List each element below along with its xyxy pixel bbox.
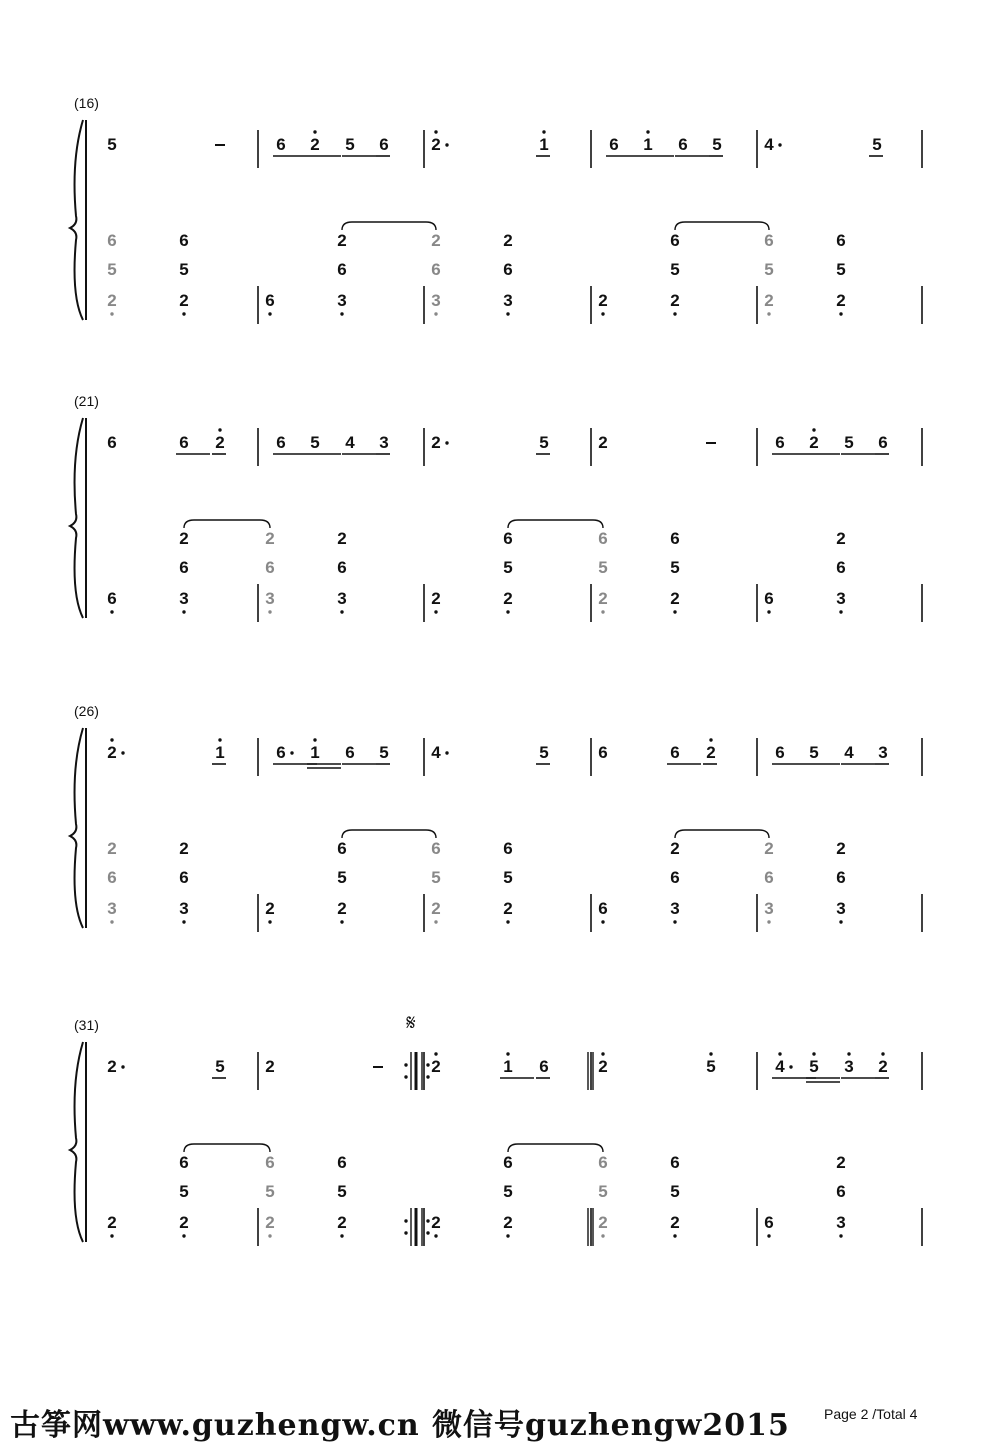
bass-note: 5 bbox=[670, 558, 680, 577]
melody-note: 1 bbox=[643, 135, 653, 154]
octave-dot-low bbox=[839, 920, 842, 923]
bass-note: 6 bbox=[670, 529, 680, 548]
bass-note: 3 bbox=[179, 899, 189, 918]
octave-dot-high bbox=[434, 1052, 437, 1055]
bass-note: 6 bbox=[764, 1213, 774, 1232]
octave-dot-high bbox=[218, 428, 221, 431]
bass-note: 2 bbox=[670, 1213, 680, 1232]
bass-note: 2 bbox=[107, 839, 117, 858]
melody-note: 5 bbox=[706, 1057, 716, 1076]
octave-dot-high bbox=[542, 130, 545, 133]
bass-note: 2 bbox=[670, 589, 680, 608]
bass-note: 6 bbox=[337, 1153, 347, 1172]
octave-dot-low bbox=[268, 312, 271, 315]
augmentation-dot bbox=[290, 751, 293, 754]
melody-note: 4 bbox=[345, 433, 355, 452]
octave-dot-low bbox=[506, 1234, 509, 1237]
octave-dot-low bbox=[434, 1234, 437, 1237]
octave-dot-low bbox=[767, 312, 770, 315]
melody-note: 2 bbox=[107, 743, 117, 762]
bass-note: 6 bbox=[179, 1153, 189, 1172]
bass-note: 5 bbox=[107, 260, 117, 279]
bass-note: 2 bbox=[179, 291, 189, 310]
octave-dot-low bbox=[767, 920, 770, 923]
bass-note: 5 bbox=[598, 558, 608, 577]
system-brace bbox=[70, 1042, 83, 1242]
octave-dot-low bbox=[673, 1234, 676, 1237]
bass-note: 3 bbox=[179, 589, 189, 608]
bass-note: 2 bbox=[836, 291, 846, 310]
octave-dot-low bbox=[601, 312, 604, 315]
octave-dot-high bbox=[506, 1052, 509, 1055]
melody-note: 1 bbox=[503, 1057, 513, 1076]
octave-dot-high bbox=[646, 130, 649, 133]
octave-dot-low bbox=[340, 920, 343, 923]
repeat-dot bbox=[404, 1063, 407, 1066]
augmentation-dot bbox=[445, 751, 448, 754]
tie-arc bbox=[508, 520, 603, 528]
melody-note: 5 bbox=[809, 1057, 819, 1076]
melody-note: 4 bbox=[764, 135, 774, 154]
octave-dot-low bbox=[182, 1234, 185, 1237]
bass-note: 6 bbox=[265, 291, 275, 310]
tie-arc bbox=[342, 222, 436, 230]
bass-note: 6 bbox=[503, 260, 513, 279]
melody-note: 2 bbox=[215, 433, 225, 452]
bass-note: 6 bbox=[670, 868, 680, 887]
melody-note: 2 bbox=[809, 433, 819, 452]
bass-note: 6 bbox=[764, 231, 774, 250]
melody-note: 2 bbox=[431, 1057, 441, 1076]
bass-note: 2 bbox=[107, 291, 117, 310]
octave-dot-high bbox=[434, 130, 437, 133]
repeat-dot bbox=[404, 1231, 407, 1234]
melody-note: 6 bbox=[276, 433, 286, 452]
bass-note: 6 bbox=[431, 839, 441, 858]
melody-note: 2 bbox=[431, 433, 441, 452]
tie-arc bbox=[342, 830, 436, 838]
melody-note: 2 bbox=[878, 1057, 888, 1076]
octave-dot-low bbox=[434, 920, 437, 923]
octave-dot-low bbox=[673, 920, 676, 923]
melody-note: 6 bbox=[678, 135, 688, 154]
octave-dot-low bbox=[601, 1234, 604, 1237]
bass-note: 3 bbox=[764, 899, 774, 918]
bass-note: 6 bbox=[337, 839, 347, 858]
bass-note: 2 bbox=[598, 291, 608, 310]
bass-note: 2 bbox=[503, 231, 513, 250]
bass-note: 5 bbox=[503, 558, 513, 577]
melody-note: 6 bbox=[379, 135, 389, 154]
melody-note: 2 bbox=[598, 1057, 608, 1076]
melody-note: 6 bbox=[775, 433, 785, 452]
bass-note: 2 bbox=[337, 1213, 347, 1232]
bass-note: 2 bbox=[764, 291, 774, 310]
bass-note: 5 bbox=[337, 1182, 347, 1201]
repeat-dot bbox=[404, 1075, 407, 1078]
measure-number: (21) bbox=[74, 393, 99, 409]
octave-dot-low bbox=[839, 312, 842, 315]
bass-note: 2 bbox=[836, 839, 846, 858]
bass-note: 5 bbox=[670, 1182, 680, 1201]
bass-note: 2 bbox=[670, 839, 680, 858]
bass-note: 2 bbox=[431, 899, 441, 918]
octave-dot-low bbox=[673, 312, 676, 315]
bass-note: 6 bbox=[179, 231, 189, 250]
tie-arc bbox=[675, 830, 769, 838]
bass-note: 3 bbox=[836, 589, 846, 608]
augmentation-dot bbox=[445, 143, 448, 146]
bass-note: 6 bbox=[836, 868, 846, 887]
tie-arc bbox=[184, 1144, 270, 1152]
melody-note: 4 bbox=[775, 1057, 785, 1076]
bass-note: 2 bbox=[179, 1213, 189, 1232]
bass-note: 6 bbox=[107, 589, 117, 608]
bass-note: 2 bbox=[503, 899, 513, 918]
melody-note: 4 bbox=[844, 743, 854, 762]
bass-note: 6 bbox=[598, 899, 608, 918]
melody-note: 2 bbox=[431, 135, 441, 154]
octave-dot-low bbox=[110, 1234, 113, 1237]
melody-note: 5 bbox=[844, 433, 854, 452]
octave-dot-high bbox=[313, 738, 316, 741]
melody-note: 5 bbox=[107, 135, 117, 154]
octave-dot-low bbox=[182, 920, 185, 923]
bass-note: 2 bbox=[670, 291, 680, 310]
melody-note: 6 bbox=[179, 433, 189, 452]
bass-note: 6 bbox=[337, 260, 347, 279]
bass-note: 2 bbox=[107, 1213, 117, 1232]
octave-dot-high bbox=[709, 738, 712, 741]
melody-note: 5 bbox=[712, 135, 722, 154]
bass-note: 2 bbox=[337, 899, 347, 918]
melody-note: 2 bbox=[310, 135, 320, 154]
page-indicator: Page 2 /Total 4 bbox=[824, 1406, 918, 1422]
octave-dot-low bbox=[506, 920, 509, 923]
octave-dot-low bbox=[673, 610, 676, 613]
melody-note: 1 bbox=[539, 135, 549, 154]
melody-note: 6 bbox=[609, 135, 619, 154]
bass-note: 6 bbox=[670, 231, 680, 250]
melody-note: 6 bbox=[775, 743, 785, 762]
bass-note: 6 bbox=[503, 529, 513, 548]
melody-note: 1 bbox=[215, 743, 225, 762]
bass-note: 5 bbox=[337, 868, 347, 887]
bass-note: 5 bbox=[431, 868, 441, 887]
bass-note: 2 bbox=[265, 1213, 275, 1232]
bass-note: 6 bbox=[836, 558, 846, 577]
bass-note: 2 bbox=[265, 899, 275, 918]
melody-note: 5 bbox=[379, 743, 389, 762]
melody-note: 2 bbox=[706, 743, 716, 762]
bass-note: 6 bbox=[670, 1153, 680, 1172]
bass-note: 6 bbox=[179, 558, 189, 577]
repeat-dot bbox=[426, 1219, 429, 1222]
melody-note: 5 bbox=[539, 433, 549, 452]
melody-note: 3 bbox=[844, 1057, 854, 1076]
measure-number: (31) bbox=[74, 1017, 99, 1033]
bass-note: 5 bbox=[503, 1182, 513, 1201]
octave-dot-low bbox=[434, 610, 437, 613]
bass-note: 3 bbox=[431, 291, 441, 310]
melody-note: 6 bbox=[276, 743, 286, 762]
bass-note: 2 bbox=[265, 529, 275, 548]
melody-note: 4 bbox=[431, 743, 441, 762]
octave-dot-low bbox=[767, 610, 770, 613]
octave-dot-high bbox=[812, 428, 815, 431]
octave-dot-low bbox=[601, 920, 604, 923]
bass-note: 5 bbox=[836, 260, 846, 279]
bass-note: 5 bbox=[265, 1182, 275, 1201]
segno-symbol: 𝄋 bbox=[406, 1011, 416, 1036]
bass-note: 2 bbox=[503, 1213, 513, 1232]
melody-note: 6 bbox=[345, 743, 355, 762]
melody-note: 5 bbox=[345, 135, 355, 154]
octave-dot-low bbox=[839, 1234, 842, 1237]
octave-dot-low bbox=[767, 1234, 770, 1237]
system-brace bbox=[70, 728, 83, 928]
melody-note: 6 bbox=[598, 743, 608, 762]
octave-dot-high bbox=[110, 738, 113, 741]
melody-note: 6 bbox=[878, 433, 888, 452]
octave-dot-high bbox=[847, 1052, 850, 1055]
bass-note: 3 bbox=[337, 589, 347, 608]
bass-note: 2 bbox=[764, 839, 774, 858]
bass-note: 2 bbox=[431, 231, 441, 250]
bass-note: 2 bbox=[337, 529, 347, 548]
bass-note: 5 bbox=[179, 1182, 189, 1201]
augmentation-dot bbox=[121, 1065, 124, 1068]
bass-note: 6 bbox=[836, 1182, 846, 1201]
bass-note: 6 bbox=[107, 868, 117, 887]
bass-note: 6 bbox=[764, 868, 774, 887]
bass-note: 3 bbox=[107, 899, 117, 918]
melody-note: 5 bbox=[215, 1057, 225, 1076]
watermark-wechat: 微信号guzhengw2015 bbox=[432, 1408, 790, 1443]
octave-dot-low bbox=[434, 312, 437, 315]
melody-note: 3 bbox=[379, 433, 389, 452]
augmentation-dot bbox=[121, 751, 124, 754]
bass-note: 2 bbox=[836, 529, 846, 548]
augmentation-dot bbox=[789, 1065, 792, 1068]
octave-dot-high bbox=[881, 1052, 884, 1055]
bass-note: 2 bbox=[431, 1213, 441, 1232]
octave-dot-low bbox=[839, 610, 842, 613]
watermark-site: 古筝网www.guzhengw.cn bbox=[10, 1408, 420, 1443]
measure-number: (16) bbox=[74, 95, 99, 111]
bass-note: 6 bbox=[431, 260, 441, 279]
octave-dot-low bbox=[110, 610, 113, 613]
bass-note: 2 bbox=[179, 839, 189, 858]
bass-note: 2 bbox=[598, 1213, 608, 1232]
octave-dot-high bbox=[218, 738, 221, 741]
bass-note: 3 bbox=[265, 589, 275, 608]
augmentation-dot bbox=[778, 143, 781, 146]
melody-note: 3 bbox=[878, 743, 888, 762]
bass-note: 2 bbox=[431, 589, 441, 608]
octave-dot-high bbox=[812, 1052, 815, 1055]
melody-note: 6 bbox=[670, 743, 680, 762]
bass-note: 6 bbox=[764, 589, 774, 608]
system-brace bbox=[70, 120, 83, 320]
system-brace bbox=[70, 418, 83, 618]
augmentation-dot bbox=[445, 441, 448, 444]
bass-note: 5 bbox=[598, 1182, 608, 1201]
octave-dot-high bbox=[313, 130, 316, 133]
melody-note: 6 bbox=[276, 135, 286, 154]
octave-dot-high bbox=[778, 1052, 781, 1055]
octave-dot-low bbox=[506, 312, 509, 315]
bass-note: 5 bbox=[503, 868, 513, 887]
octave-dot-low bbox=[601, 610, 604, 613]
bass-note: 6 bbox=[179, 868, 189, 887]
octave-dot-low bbox=[340, 312, 343, 315]
bass-note: 2 bbox=[337, 231, 347, 250]
octave-dot-low bbox=[340, 1234, 343, 1237]
octave-dot-low bbox=[110, 920, 113, 923]
octave-dot-low bbox=[340, 610, 343, 613]
octave-dot-high bbox=[709, 1052, 712, 1055]
bass-note: 6 bbox=[598, 1153, 608, 1172]
melody-note: 5 bbox=[809, 743, 819, 762]
bass-note: 3 bbox=[337, 291, 347, 310]
tie-arc bbox=[675, 222, 769, 230]
melody-note: 6 bbox=[539, 1057, 549, 1076]
repeat-dot bbox=[426, 1231, 429, 1234]
octave-dot-low bbox=[268, 920, 271, 923]
octave-dot-low bbox=[110, 312, 113, 315]
bass-note: 2 bbox=[179, 529, 189, 548]
melody-note: 5 bbox=[872, 135, 882, 154]
melody-note: 6 bbox=[107, 433, 117, 452]
octave-dot-high bbox=[601, 1052, 604, 1055]
bass-note: 3 bbox=[836, 1213, 846, 1232]
octave-dot-low bbox=[506, 610, 509, 613]
melody-note: 5 bbox=[310, 433, 320, 452]
melody-note: 2 bbox=[598, 433, 608, 452]
bass-note: 5 bbox=[670, 260, 680, 279]
tie-arc bbox=[184, 520, 270, 528]
octave-dot-low bbox=[268, 610, 271, 613]
repeat-dot bbox=[404, 1219, 407, 1222]
bass-note: 6 bbox=[503, 839, 513, 858]
melody-note: 2 bbox=[107, 1057, 117, 1076]
bass-note: 6 bbox=[337, 558, 347, 577]
bass-note: 6 bbox=[836, 231, 846, 250]
bass-note: 2 bbox=[598, 589, 608, 608]
bass-note: 3 bbox=[836, 899, 846, 918]
bass-note: 2 bbox=[836, 1153, 846, 1172]
bass-note: 6 bbox=[598, 529, 608, 548]
repeat-dot bbox=[426, 1075, 429, 1078]
octave-dot-low bbox=[268, 1234, 271, 1237]
tie-arc bbox=[508, 1144, 603, 1152]
bass-note: 5 bbox=[179, 260, 189, 279]
bass-note: 5 bbox=[764, 260, 774, 279]
bass-note: 2 bbox=[503, 589, 513, 608]
bass-note: 6 bbox=[107, 231, 117, 250]
melody-note: 5 bbox=[539, 743, 549, 762]
octave-dot-low bbox=[182, 610, 185, 613]
bass-note: 6 bbox=[503, 1153, 513, 1172]
melody-note: 2 bbox=[265, 1057, 275, 1076]
octave-dot-low bbox=[182, 312, 185, 315]
repeat-dot bbox=[426, 1063, 429, 1066]
bass-note: 3 bbox=[670, 899, 680, 918]
bass-note: 6 bbox=[265, 1153, 275, 1172]
measure-number: (26) bbox=[74, 703, 99, 719]
bass-note: 6 bbox=[265, 558, 275, 577]
melody-note: 1 bbox=[310, 743, 320, 762]
bass-note: 3 bbox=[503, 291, 513, 310]
